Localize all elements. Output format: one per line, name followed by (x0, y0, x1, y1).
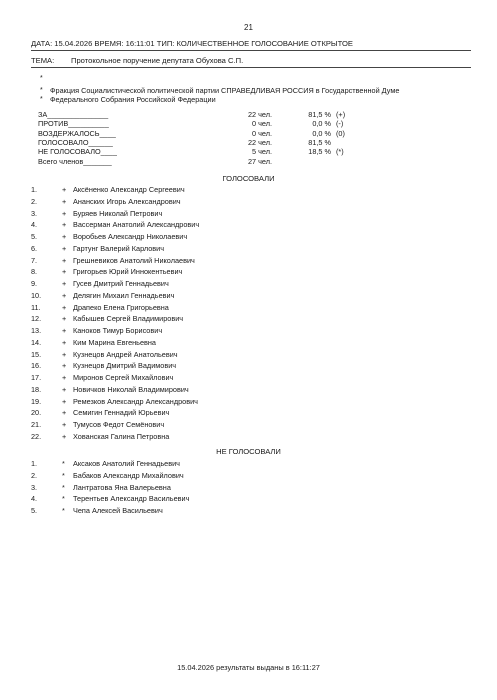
list-item-number: 5. (31, 232, 38, 241)
list-item-number: 16. (31, 361, 42, 371)
document-header: ДАТА: 15.04.2026 ВРЕМЯ: 16:11:01 ТИП: КОЛИЧЕСТВЕННОЕ ГОЛОСОВАНИЕ ОТКРЫТОЕ (31, 39, 353, 48)
deputy-name: Ремезков Александр Александрович (73, 396, 198, 406)
deputy-name: Вассерман Анатолий Александрович (73, 220, 200, 230)
vote-mark: + (62, 208, 67, 218)
deputy-name: Семигин Геннадий Юрьевич (73, 408, 170, 418)
page-number: 21 (244, 23, 253, 32)
stat-label: ПРОТИВ__________ (38, 119, 109, 129)
vote-mark: + (62, 361, 67, 371)
stat-percent: 18,5 % (308, 147, 331, 157)
results-footer: 15.04.2026 результаты выданы в 16:11:27 (177, 663, 320, 672)
stat-count: 22 чел. (247, 137, 272, 147)
fraction-line-1: Фракция Социалистической политической партии СПРАВЕДЛИВАЯ РОССИЯ в Государственной Думе (50, 86, 400, 95)
stat-label: Всего членов_______ (38, 156, 112, 166)
bullet-marker: * (40, 87, 43, 94)
voted-section-title: ГОЛОСОВАЛИ (222, 174, 275, 183)
deputy-name: Терентьев Александр Васильевич (73, 494, 190, 504)
vote-mark: * (62, 470, 65, 480)
list-item-number: 17. (31, 373, 42, 382)
list-item-number: 14. (31, 337, 42, 347)
deputy-name: Аксаков Анатолий Геннадьевич (73, 459, 180, 468)
list-item-number: 5. (31, 506, 38, 515)
stat-mark: (0) (336, 128, 345, 138)
deputy-name: Драпеко Елена Григорьевна (73, 302, 169, 312)
vote-mark: + (62, 279, 67, 288)
vote-mark: * (62, 494, 65, 504)
topic-divider (31, 67, 471, 68)
vote-mark: + (62, 337, 67, 347)
stat-count: 27 чел. (247, 156, 272, 166)
list-item-number: 22. (31, 431, 42, 441)
deputy-name: Буряев Николай Петрович (73, 208, 163, 218)
vote-mark: + (62, 255, 67, 265)
deputy-name: Ким Марина Евгеньевна (73, 337, 156, 347)
topic-label: ТЕМА: (31, 56, 55, 65)
vote-mark: + (62, 314, 67, 324)
vote-mark: + (62, 420, 67, 429)
deputy-name: Ананских Игорь Александрович (73, 196, 181, 206)
list-item-number: 2. (31, 470, 38, 480)
header-divider (31, 50, 471, 51)
stat-label: ВОЗДЕРЖАЛОСЬ____ (38, 128, 116, 138)
list-item-number: 15. (31, 349, 42, 359)
stat-count: 22 чел. (247, 110, 272, 119)
list-item-number: 21. (31, 420, 42, 429)
stat-percent: 0,0 % (312, 119, 331, 129)
list-item-number: 6. (31, 243, 38, 253)
topic-line (31, 56, 243, 65)
fraction-line-2: Федерального Собрания Российской Федерации (50, 95, 216, 104)
list-item-number: 12. (31, 314, 42, 324)
vote-mark: + (62, 396, 67, 406)
list-item-number: 4. (31, 494, 38, 504)
not-voted-section-title: НЕ ГОЛОСОВАЛИ (216, 447, 281, 456)
list-item-number: 3. (31, 482, 38, 492)
deputy-name: Тумусов Федот Семёнович (73, 420, 165, 429)
deputy-name: Кузнецов Андрей Анатольевич (73, 349, 178, 359)
vote-mark: + (62, 302, 67, 312)
bullet-marker: * (40, 96, 43, 103)
vote-mark: + (62, 232, 67, 241)
vote-mark: + (62, 243, 67, 253)
topic-value: Протокольное поручение депутата Обухова С.П. (71, 56, 244, 65)
vote-mark: + (62, 384, 67, 394)
vote-mark: + (62, 408, 67, 418)
list-item-number: 4. (31, 220, 38, 230)
vote-mark: + (62, 196, 67, 206)
list-item-number: 3. (31, 208, 38, 218)
stat-percent: 81,5 % (308, 110, 331, 119)
stat-count: 5 чел. (252, 147, 272, 157)
stat-mark: (+) (336, 110, 346, 119)
stat-mark: (*) (336, 147, 344, 157)
list-item-number: 1. (31, 185, 38, 194)
vote-mark: + (62, 373, 67, 382)
list-item-number: 1. (31, 459, 38, 468)
list-item-number: 19. (31, 396, 42, 406)
deputy-name: Кабышев Сергей Владимирович (73, 314, 184, 324)
vote-mark: * (62, 506, 65, 515)
deputy-name: Каноков Тимур Борисович (73, 326, 163, 335)
list-item-number: 11. (31, 302, 41, 312)
deputy-name: Бабаков Александр Михайлович (73, 470, 184, 480)
list-item-number: 10. (31, 290, 42, 300)
deputy-name: Грешневиков Анатолий Николаевич (73, 255, 195, 265)
deputy-name: Делягин Михаил Геннадьевич (73, 290, 175, 300)
vote-mark: + (62, 185, 67, 194)
stat-label: ГОЛОСОВАЛО______ (38, 137, 113, 147)
vote-mark: + (62, 349, 67, 359)
vote-mark: + (62, 267, 67, 277)
vote-mark: + (62, 290, 67, 300)
stat-count: 0 чел. (252, 128, 272, 138)
list-item-number: 2. (31, 196, 38, 206)
deputy-name: Чепа Алексей Васильевич (73, 506, 163, 515)
stat-label: ЗА_______________ (38, 110, 109, 119)
vote-mark: + (62, 326, 67, 335)
vote-mark: + (62, 220, 67, 230)
stat-mark: (-) (336, 119, 344, 129)
vote-mark: * (62, 459, 65, 468)
deputy-name: Аксёненко Александр Сергеевич (73, 185, 185, 194)
deputy-name: Гартунг Валерий Карлович (73, 243, 165, 253)
deputy-name: Хованская Галина Петровна (73, 431, 170, 441)
list-item-number: 7. (31, 255, 38, 265)
bullet-marker: * (40, 75, 43, 82)
deputy-name: Лантратова Яна Валерьевна (73, 482, 171, 492)
stat-count: 0 чел. (252, 119, 272, 129)
deputy-name: Гусев Дмитрий Геннадьевич (73, 279, 169, 288)
deputy-name: Миронов Сергей Михайлович (73, 373, 174, 382)
stat-label: НЕ ГОЛОСОВАЛО____ (38, 147, 117, 157)
stat-percent: 81,5 % (308, 137, 331, 147)
deputy-name: Новичков Николай Владимирович (73, 384, 189, 394)
deputy-name: Воробьев Александр Николаевич (73, 232, 188, 241)
vote-mark: * (62, 482, 65, 492)
deputy-name: Кузнецов Дмитрий Вадимович (73, 361, 177, 371)
deputy-name: Григорьев Юрий Иннокентьевич (73, 267, 183, 277)
list-item-number: 9. (31, 279, 38, 288)
list-item-number: 8. (31, 267, 38, 277)
list-item-number: 13. (31, 326, 42, 335)
list-item-number: 18. (31, 384, 42, 394)
vote-mark: + (62, 431, 67, 441)
stat-percent: 0,0 % (312, 128, 331, 138)
list-item-number: 20. (31, 408, 42, 418)
